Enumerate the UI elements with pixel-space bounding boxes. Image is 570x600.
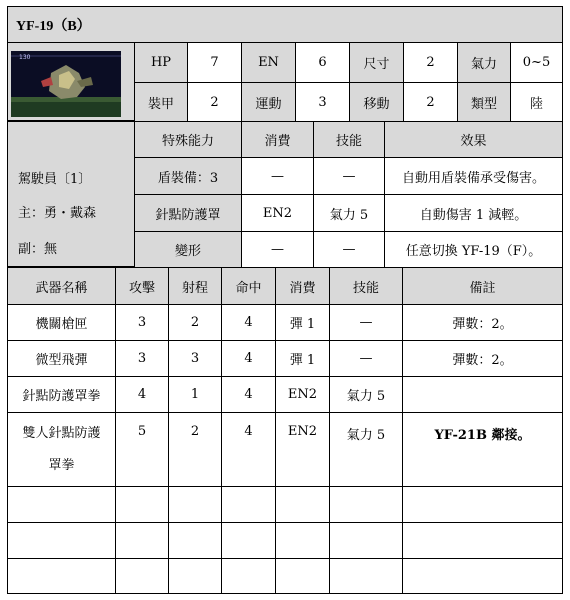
unit-thumbnail — [7, 42, 135, 121]
pilot-panel — [7, 121, 135, 267]
weapon-row-2-attack: 3 — [115, 340, 169, 377]
ability-row-2-cost: EN2 — [241, 194, 314, 232]
empty-cell — [168, 558, 222, 594]
ability-row-1-cost: — — [241, 157, 314, 195]
weapon-row-2-skill: — — [329, 340, 403, 377]
weapon-row-1-cost: 彈 1 — [275, 304, 330, 341]
weapon-header-note: 備註 — [402, 267, 563, 305]
weapon-header-name: 武器名稱 — [7, 267, 116, 305]
empty-cell — [329, 558, 403, 594]
stat-label-armor: 裝甲 — [134, 82, 188, 122]
empty-cell — [115, 522, 169, 559]
empty-cell — [168, 522, 222, 559]
stat-value-type: 陸 — [510, 82, 563, 122]
unit-sheet — [7, 6, 563, 594]
weapon-row-4-cost: EN2 — [275, 412, 330, 487]
weapon-row-4-name: 雙人針點防護罩拳 — [7, 412, 116, 487]
ability-row-3-name: 變形 — [134, 231, 242, 268]
ability-row-2-skill: 氣力 5 — [313, 194, 385, 232]
weapon-row-4-note: YF-21B 鄰接。 — [402, 412, 563, 487]
weapon-header-cost: 消費 — [275, 267, 330, 305]
ability-row-2-name: 針點防護罩 — [134, 194, 242, 232]
pilot-sub: 副：無 — [18, 242, 58, 257]
mecha-image — [11, 51, 121, 117]
weapon-row-3-skill: 氣力 5 — [329, 376, 403, 413]
ability-row-1-name: 盾裝備：3 — [134, 157, 242, 195]
weapon-row-1-name: 機關槍匣 — [7, 304, 116, 341]
ability-row-3-skill: — — [313, 231, 385, 268]
empty-cell — [402, 486, 563, 523]
pilot-label: 駕駛員〔1〕 — [18, 172, 92, 187]
empty-cell — [7, 486, 116, 523]
weapon-row-4-range: 2 — [168, 412, 222, 487]
ability-row-1-skill: — — [313, 157, 385, 195]
weapon-header-accuracy: 命中 — [221, 267, 276, 305]
empty-cell — [115, 558, 169, 594]
stat-label-en: EN — [241, 42, 296, 83]
ability-header-name: 特殊能力 — [134, 121, 242, 158]
empty-cell — [221, 486, 276, 523]
stat-value-mobility: 3 — [295, 82, 350, 122]
ability-row-2-effect: 自動傷害 1 減輕。 — [384, 194, 563, 232]
empty-cell — [7, 522, 116, 559]
weapon-row-3-attack: 4 — [115, 376, 169, 413]
empty-cell — [115, 486, 169, 523]
empty-cell — [7, 558, 116, 594]
weapon-row-2-accuracy: 4 — [221, 340, 276, 377]
weapon-row-2-range: 3 — [168, 340, 222, 377]
stat-label-type: 類型 — [457, 82, 511, 122]
empty-cell — [329, 522, 403, 559]
weapon-row-3-accuracy: 4 — [221, 376, 276, 413]
weapon-row-4-accuracy: 4 — [221, 412, 276, 487]
weapon-row-2-cost: 彈 1 — [275, 340, 330, 377]
weapon-row-1-note: 彈數：2。 — [402, 304, 563, 341]
ability-header-cost: 消費 — [241, 121, 314, 158]
weapon-row-1-accuracy: 4 — [221, 304, 276, 341]
ability-row-3-effect: 任意切換 YF-19（F）。 — [384, 231, 563, 268]
pilot-main: 主：勇・戴森 — [18, 206, 97, 221]
weapon-row-3-name: 針點防護罩拳 — [7, 376, 116, 413]
empty-cell — [402, 558, 563, 594]
stat-label-morale: 氣力 — [457, 42, 511, 83]
weapon-row-3-range: 1 — [168, 376, 222, 413]
weapon-header-range: 射程 — [168, 267, 222, 305]
stat-value-morale: 0~5 — [510, 42, 563, 83]
weapon-row-1-range: 2 — [168, 304, 222, 341]
weapon-row-3-note — [402, 376, 563, 413]
thumbnail-hp: 130 — [19, 54, 31, 61]
stat-label-move: 移動 — [349, 82, 404, 122]
ability-header-effect: 效果 — [384, 121, 563, 158]
empty-cell — [402, 522, 563, 559]
weapon-row-1-attack: 3 — [115, 304, 169, 341]
empty-cell — [221, 522, 276, 559]
weapon-row-4-skill: 氣力 5 — [329, 412, 403, 487]
stat-value-size: 2 — [403, 42, 458, 83]
weapon-row-4-attack: 5 — [115, 412, 169, 487]
weapon-row-1-skill: — — [329, 304, 403, 341]
stat-value-move: 2 — [403, 82, 458, 122]
empty-cell — [275, 558, 330, 594]
unit-title: YF-19（B） — [7, 6, 563, 43]
weapon-row-3-cost: EN2 — [275, 376, 330, 413]
stat-label-hp: HP — [134, 42, 188, 83]
ability-row-1-effect: 自動用盾裝備承受傷害。 — [384, 157, 563, 195]
empty-cell — [168, 486, 222, 523]
empty-cell — [275, 486, 330, 523]
empty-cell — [221, 558, 276, 594]
ability-row-3-cost: — — [241, 231, 314, 268]
stat-label-size: 尺寸 — [349, 42, 404, 83]
empty-cell — [275, 522, 330, 559]
empty-cell — [329, 486, 403, 523]
stat-label-mobility: 運動 — [241, 82, 296, 122]
ability-header-skill: 技能 — [313, 121, 385, 158]
weapon-row-2-note: 彈數：2。 — [402, 340, 563, 377]
weapon-header-skill: 技能 — [329, 267, 403, 305]
stat-value-hp: 7 — [187, 42, 242, 83]
weapon-header-attack: 攻擊 — [115, 267, 169, 305]
stat-value-armor: 2 — [187, 82, 242, 122]
weapon-row-2-name: 微型飛彈 — [7, 340, 116, 377]
stat-value-en: 6 — [295, 42, 350, 83]
